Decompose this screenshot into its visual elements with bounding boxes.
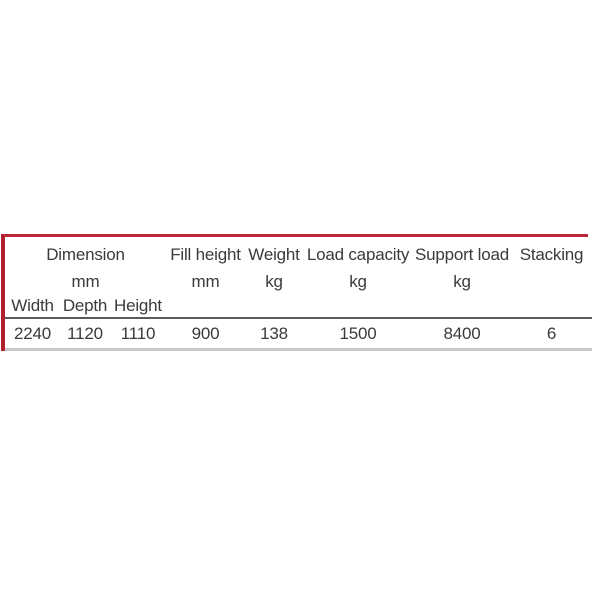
subheader-spacer xyxy=(166,294,592,318)
value-width: 2240 xyxy=(5,318,60,350)
unit-weight: kg xyxy=(265,271,283,291)
unit-load-capacity: kg xyxy=(349,271,367,291)
table-row xyxy=(5,318,592,350)
subcol-depth: Depth xyxy=(60,294,110,318)
unit-row xyxy=(5,269,592,294)
subcol-width: Width xyxy=(5,294,60,318)
value-depth: 1120 xyxy=(60,318,110,350)
value-weight: 138 xyxy=(245,318,303,350)
col-header-support-load: Support load xyxy=(414,245,509,264)
unit-stacking xyxy=(511,269,592,294)
unit-dimension: mm xyxy=(71,271,100,291)
value-support-load: 8400 xyxy=(413,318,511,350)
unit-fill-height: mm xyxy=(191,271,220,291)
col-header-weight: Weight xyxy=(248,245,300,264)
col-header-fill-height: Fill height xyxy=(170,245,241,264)
col-header-load-capacity: Load capacity xyxy=(306,245,410,264)
subcol-height: Height xyxy=(110,294,166,318)
header-row xyxy=(5,237,592,269)
subheader-row xyxy=(5,294,592,318)
col-header-stacking: Stacking xyxy=(519,245,584,264)
value-stacking: 6 xyxy=(511,318,592,350)
value-fill-height: 900 xyxy=(166,318,245,350)
unit-support-load: kg xyxy=(453,271,471,291)
value-load-capacity: 1500 xyxy=(303,318,413,350)
spec-table xyxy=(1,234,588,351)
col-header-dimension: Dimension xyxy=(46,245,125,264)
value-height: 1110 xyxy=(110,318,166,350)
product-spec-table xyxy=(5,237,592,351)
